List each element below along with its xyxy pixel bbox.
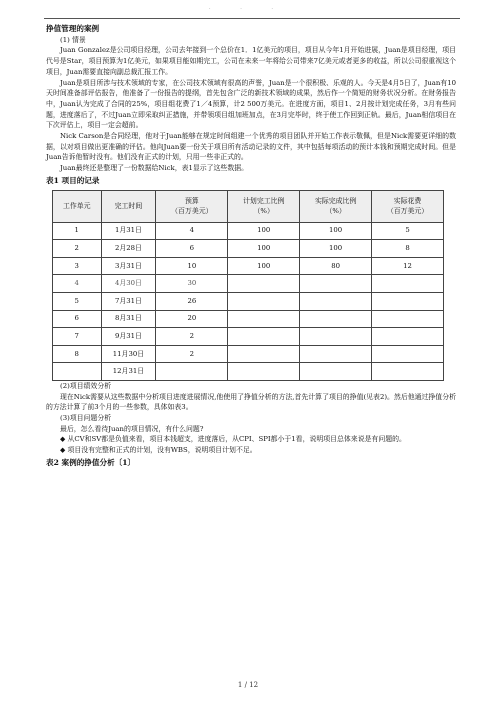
paragraph-2: Juan是项目所涉与技术领域的专家，在公司技术领域有很高的声誉，Juan是一个很积极、乐观的人。今天是4月5日了，Juan有10天时间准备部评估报告，他准备了一份报告的提纲，首先包含广泛的新技术领域的成果，然后作一个简短的财务状况分析。在财务报告中，Juan认为完成了合同的25%，项目组花费了1／4预算，计2 500万美元。在进度方面，项目1、2月按计划完成任务，3月有些问题，进度落后了，不过Juan立即采取纠正措施，并带领项目组加班加点，在3月完毕时，终于使工作回到正轨。最后，Juan相信项目在下次评估上，项目一定会超前。	[46, 78, 456, 130]
table-row: 12月31日	[53, 363, 444, 381]
header-rule	[44, 18, 460, 19]
section-heading-1: (1) 情景	[60, 35, 86, 44]
header-budget: 预算 （百万美元）	[156, 190, 228, 222]
document-body	[46, 22, 456, 472]
paragraph-1: Juan Gonzalez是公司项目经理，公司去年接到一个总价在1．1亿美元的项目，项目从今年1月开始进展，Juan是项目经理，项目代号是Star，项目预算为1亿美元，如果项目能如期完工，公司在未来一年将给公司带来7亿美元或者更多的收益，所以公司很重视这个项目，Juan需要直接向副总裁汇报工作。	[46, 46, 456, 76]
page-number: 1 / 12	[237, 681, 259, 689]
header-finish-date: 完工时间	[101, 190, 156, 222]
bullet-1: ◆ 从CV和SV都是负值来看，项目本钱超支，进度落后，从CPI、SPI都小于1看，说明项目总体来说是有问题的。	[60, 435, 406, 444]
table-row: 7 9月31日 2	[53, 328, 444, 346]
paragraph-5: 现在Nick需要从这些数据中分析项目进度进展情况,他使用了挣值分析的方法,首先计算了项目的挣值(见表2)。然后他通过挣值分析的方法计算了前3个月的一些参数，具体如表3。	[46, 392, 456, 412]
table-row: 6 8月31日 20	[53, 310, 444, 328]
paragraph-6: 最后，怎么看待Juan的项目情况，有什么问题?	[60, 424, 204, 433]
header-actual-percent: 实际完成比例 （%）	[300, 190, 372, 222]
bullet-2: ◆ 项目没有完整和正式的计划，没有WBS，说明项目计划不足。	[60, 446, 257, 455]
table-header-row	[53, 190, 444, 222]
header-actual-cost: 实际花费 （百万美元）	[372, 190, 444, 222]
section-heading-3: (3)项目问题分析	[60, 414, 112, 422]
header-work-unit: 工作单元	[53, 190, 102, 222]
paragraph-3: Nick Carson是合同经理，他对于Juan能够在规定时间组建一个优秀的项目团队并开始工作表示敬佩，但是Nick需要更详细的数据，以对项目做出更准确的评估。他向Juan要一份关于项目所有活动记录的文件，其中包括每项活动的预计本钱和预期完成时间。但是Juan告诉他暂时没有。他们没有正式的计划，只用一些非正式的。	[46, 132, 456, 162]
table-row: 3 3月31日 10 100 80 12	[53, 257, 444, 275]
table-row: 8 11月30日 2	[53, 345, 444, 363]
table-row: 5 7月31日 26	[53, 292, 444, 310]
table-row: 4 4月30日 30	[53, 275, 444, 293]
table-row: 2 2月28日 6 100 100 8	[53, 240, 444, 258]
paragraph-4: Juan最终还是整理了一份数据给Nick，表1显示了这些数据。	[60, 164, 248, 173]
project-records-table	[52, 190, 444, 381]
header-planned-percent: 计划完工比例 （%）	[228, 190, 300, 222]
table-row: 1 1月31日 4 100 100 5	[53, 222, 444, 240]
section-heading-2: (2)项目绩效分析	[60, 381, 112, 390]
document-title: 挣值管理的案例	[46, 24, 100, 33]
table2-caption: 表2 案例的挣值分析〔1〕	[46, 457, 136, 467]
table1-caption: 表1 项目的记录	[46, 175, 100, 185]
header-marks: · · ·	[209, 6, 287, 12]
